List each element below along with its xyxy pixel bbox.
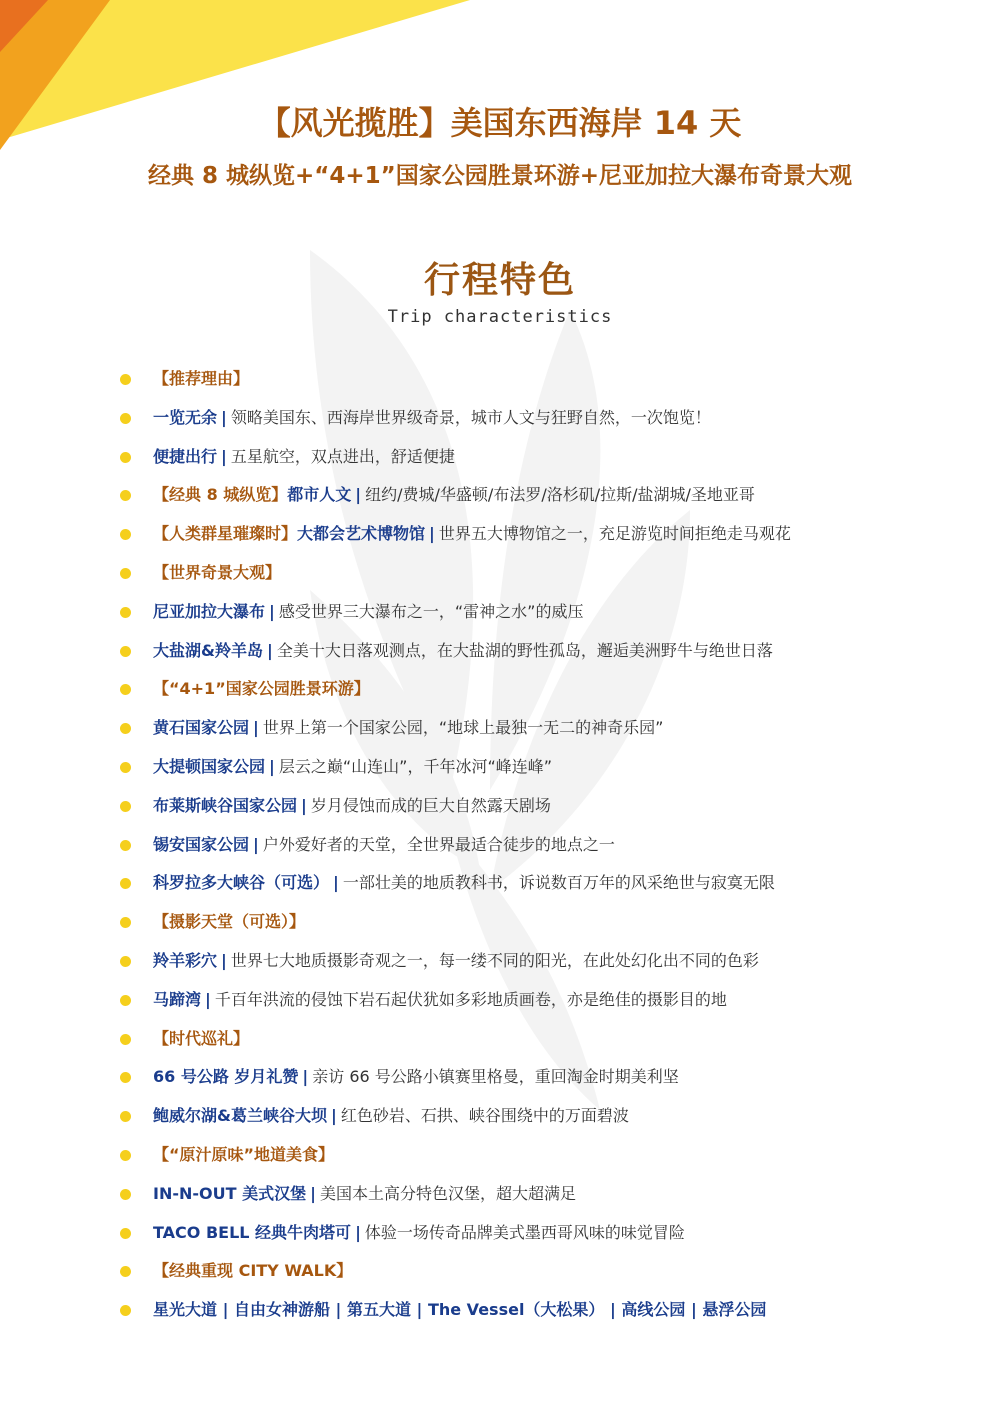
item-highlight: 尼亚加拉大瀑布 [153,601,266,621]
list-item [120,1020,980,1059]
feature-list [120,360,980,1330]
separator: | [330,1106,337,1126]
item-category: 【推荐理由】 [153,369,250,388]
item-highlight: 鲍威尔湖&葛兰峡谷大坝 [153,1106,327,1126]
item-category: 【摄影天堂（可选）】 [153,912,306,932]
bullet-icon [120,684,131,695]
bullet-icon [120,646,131,657]
bullet-icon [120,1189,131,1200]
item-description: 户外爱好者的天堂，全世界最适合徒步的地点之一 [262,834,615,854]
separator: | [221,446,227,466]
bullet-icon [120,1305,131,1316]
item-description: 世界五大博物馆之一，充足游览时间拒绝走马观花 [438,524,791,544]
separator: | [333,873,339,893]
bullet-icon [120,956,131,967]
bullet-icon [120,995,131,1006]
item-description: 领略美国东、西海岸世界级奇景，城市人文与狂野自然，一次饱览！ [230,407,711,427]
item-description: 层云之巅“山连山”，千年冰河“峰连峰” [278,756,553,776]
separator: | [266,640,273,660]
item-description: 亲访 66 号公路小镇赛里格曼，重回淘金时期美利坚 [312,1067,679,1087]
bullet-icon [120,801,131,812]
item-category: 【人类群星璀璨时】 [153,524,298,544]
item-category: 【时代巡礼】 [153,1028,250,1048]
list-item [120,593,980,632]
bullet-icon [120,374,131,385]
item-description: 岁月侵蚀而成的巨大自然露天剧场 [310,795,551,815]
section-title: 行程特色 [423,260,576,301]
list-item [120,476,980,515]
bullet-icon [120,917,131,928]
item-description: 纽约/费城/华盛顿/布法罗/洛杉矶/拉斯/盐湖城/圣地亚哥 [365,485,755,505]
item-category: 【“4+1”国家公园胜景环游】 [153,679,370,699]
item-description: 全美十大日落观测点，在大盐湖的野性孤岛，邂逅美洲野牛与绝世日落 [276,640,773,660]
item-highlight: 马蹄湾 [153,989,202,1009]
separator: | [355,1222,361,1242]
item-highlight: 布莱斯峡谷国家公园 [153,795,298,815]
bullet-icon [120,1266,131,1277]
item-description: 红色砂岩、石拱、峡谷围绕中的万面碧波 [340,1106,629,1126]
bullet-icon [120,452,131,463]
item-highlight: 羚羊彩穴 [153,950,218,970]
list-item [120,1252,980,1291]
bullet-icon [120,878,131,889]
list-item [120,632,980,671]
item-description: 一部壮美的地质教科书，诉说数百万年的风采绝世与寂寞无限 [342,873,775,893]
separator: | [301,795,307,815]
item-highlight: 都市人文 [287,485,352,505]
list-item [120,826,980,865]
item-highlight: IN-N-OUT 美式汉堡 [153,1183,307,1203]
bullet-icon [120,723,131,734]
item-highlight: TACO BELL 经典牛肉塔可 [153,1222,352,1242]
list-item [120,515,980,554]
item-description: 感受世界三大瀑布之一，“雷神之水”的威压 [278,601,584,621]
item-highlight: 大提顿国家公园 [153,756,266,776]
bullet-icon [120,413,131,424]
item-highlight: 66 号公路 岁月礼赞 [153,1067,299,1087]
separator: | [221,950,227,970]
bullet-icon [120,1150,131,1161]
list-item [120,1136,980,1175]
list-item [120,709,980,748]
list-item [120,670,980,709]
bullet-icon [120,607,131,618]
separator: | [269,756,275,776]
item-highlight: 黄石国家公园 [153,718,250,738]
list-item [120,864,980,903]
item-highlight: 大盐湖&羚羊岛 [153,640,263,660]
item-highlight: 便捷出行 [153,446,218,466]
list-item [120,554,980,593]
item-category: 【经典重现 CITY WALK】 [153,1261,353,1281]
item-category: 【世界奇景大观】 [153,562,282,582]
item-highlight: 大都会艺术博物馆 [297,524,426,544]
item-highlight: 星光大道 | 自由女神游船 | 第五大道 | The Vessel（大松果） | 高线公园 | 悬浮公园 [153,1300,767,1320]
separator: | [302,1067,309,1087]
item-description: 美国本土高分特色汉堡，超大超满足 [319,1183,576,1203]
list-item [120,748,980,787]
separator: | [253,834,259,854]
separator: | [429,524,435,544]
item-highlight: 科罗拉多大峡谷（可选） [153,873,330,893]
bullet-icon [120,1228,131,1239]
list-item [120,360,980,399]
list-item [120,1175,980,1214]
list-item [120,942,980,981]
page-title: 【风光揽胜】美国东西海岸 14 天 [258,104,742,142]
item-category: 【“原汁原味”地道美食】 [153,1144,335,1164]
item-description: 体验一场传奇品牌美式墨西哥风味的味觉冒险 [364,1222,685,1242]
section-subtitle: Trip characteristics [387,307,613,327]
list-item [120,1291,980,1330]
separator: | [205,989,211,1009]
bullet-icon [120,1111,131,1122]
item-description: 世界上第一个国家公园，“地球上最独一无二的神奇乐园” [262,718,664,738]
list-item [120,1097,980,1136]
item-highlight: 一览无余 [153,407,218,427]
list-item [120,438,980,477]
list-item [120,1214,980,1253]
separator: | [221,407,227,427]
bullet-icon [120,840,131,851]
list-item [120,981,980,1020]
list-item [120,399,980,438]
list-item [120,1058,980,1097]
bullet-icon [120,1072,131,1083]
item-highlight: 锡安国家公园 [153,834,250,854]
item-description: 五星航空，双点进出，舒适便捷 [230,446,455,466]
separator: | [269,601,275,621]
separator: | [355,485,362,505]
list-item [120,903,980,942]
separator: | [253,718,259,738]
page-subtitle: 经典 8 城纵览+“4+1”国家公园胜景环游+尼亚加拉大瀑布奇景大观 [147,163,853,189]
item-description: 千百年洪流的侵蚀下岩石起伏犹如多彩地质画卷，亦是绝佳的摄影目的地 [214,989,727,1009]
bullet-icon [120,490,131,501]
list-item [120,787,980,826]
separator: | [310,1183,316,1203]
item-description: 世界七大地质摄影奇观之一，每一缕不同的阳光，在此处幻化出不同的色彩 [230,950,759,970]
bullet-icon [120,529,131,540]
bullet-icon [120,762,131,773]
bullet-icon [120,1034,131,1045]
bullet-icon [120,568,131,579]
item-category: 【经典 8 城纵览】 [153,485,288,505]
